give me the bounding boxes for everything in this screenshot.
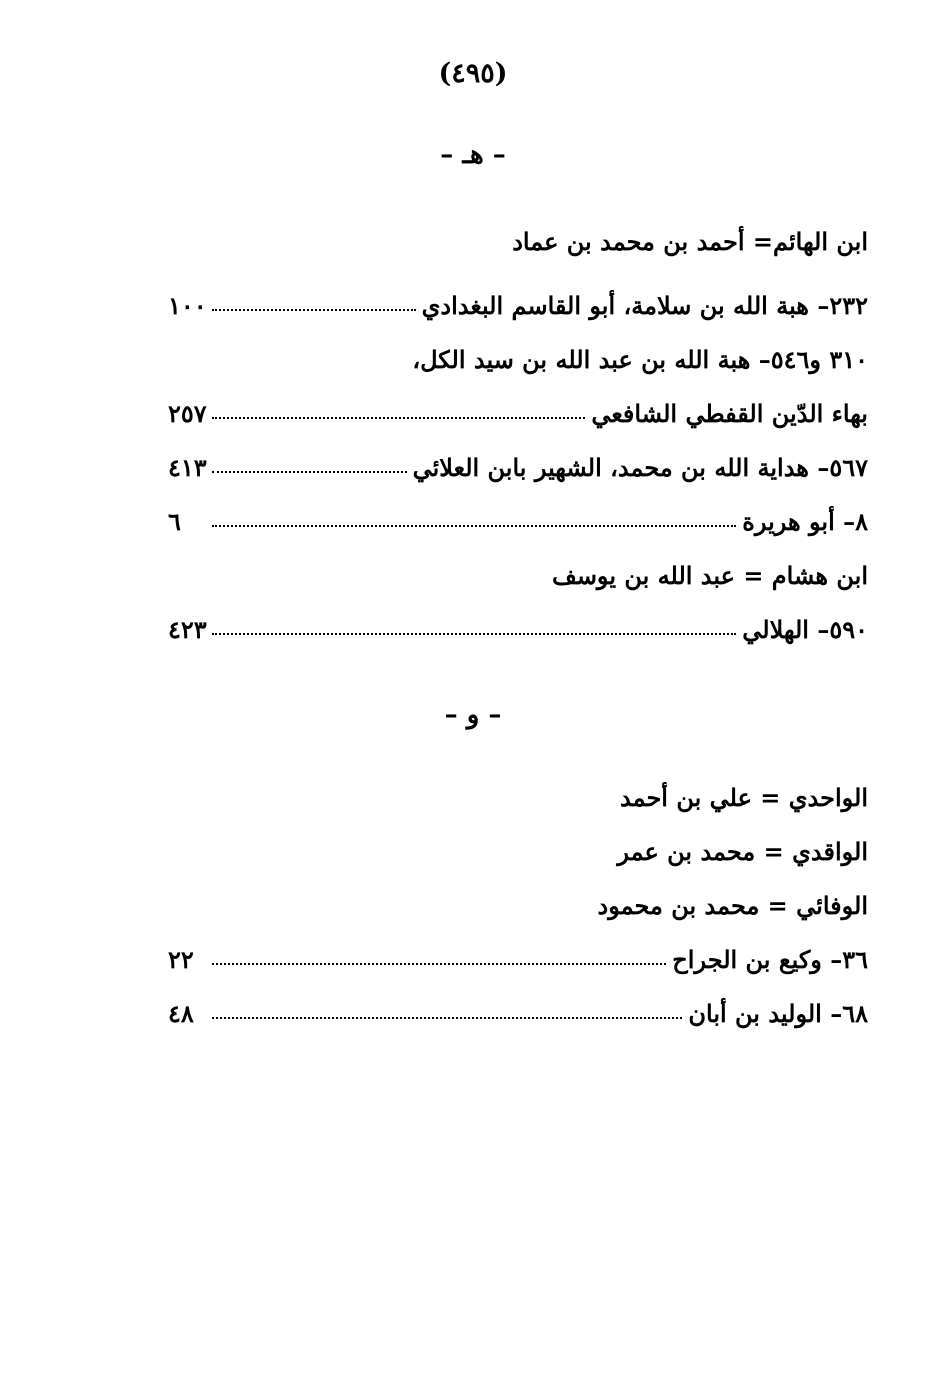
entry-text: ٨– أبو هريرة <box>742 507 868 536</box>
entry-text: ٥٩٠– الهلالي <box>742 615 868 644</box>
leader-dots <box>212 417 585 419</box>
index-entry <box>168 934 868 974</box>
leader-dots <box>212 1017 682 1019</box>
section-heading-ha: – هـ – <box>440 140 506 170</box>
entry-text: ٣٦– وكيع بن الجراح <box>672 945 868 974</box>
page-number: (٤٩٥) <box>438 58 508 89</box>
leader-dots <box>212 309 416 311</box>
section-heading-waw: – و – <box>444 700 502 730</box>
index-entry <box>108 772 868 812</box>
entry-page-number: ٤١٣ <box>168 453 207 482</box>
entry-page-number: ٤٢٣ <box>168 615 207 644</box>
index-entry <box>108 550 868 590</box>
entry-text: الواحدي = علي بن أحمد <box>620 783 868 812</box>
index-entry <box>168 604 868 644</box>
entry-text: الوفائي = محمد بن محمود <box>597 891 868 920</box>
leader-dots <box>212 471 407 473</box>
entry-text: ابن الهائم= أحمد بن محمد بن عماد <box>512 227 868 256</box>
entry-page-number: ٢٢ <box>168 945 194 974</box>
entry-page-number: ١٠٠ <box>168 291 207 320</box>
leader-dots <box>212 963 666 965</box>
entry-text: الواقدي = محمد بن عمر <box>617 837 868 866</box>
entry-text: ٥٦٧– هداية الله بن محمد، الشهير بابن العلائي <box>412 453 868 482</box>
leader-dots <box>212 525 736 527</box>
entry-text: بهاء الدّين القفطي الشافعي <box>591 399 868 428</box>
index-entry <box>108 826 868 866</box>
entry-text: ابن هشام = عبد الله بن يوسف <box>551 561 868 590</box>
index-entry <box>108 334 868 374</box>
entry-page-number: ٦ <box>168 507 181 536</box>
entry-page-number: ٢٥٧ <box>168 399 207 428</box>
index-entry <box>168 388 868 428</box>
index-entry <box>168 280 868 320</box>
index-entry <box>108 216 868 256</box>
entry-page-number: ٤٨ <box>168 999 194 1028</box>
entry-text: ٦٨– الوليد بن أبان <box>688 999 868 1028</box>
index-entry <box>108 880 868 920</box>
index-entry <box>168 988 868 1028</box>
entry-text: ٢٣٢– هبة الله بن سلامة، أبو القاسم البغدادي <box>421 291 868 320</box>
index-entry <box>168 496 868 536</box>
entry-text: ٣١٠ و٥٤٦– هبة الله بن عبد الله بن سيد الكل، <box>412 345 868 374</box>
index-entry <box>168 442 868 482</box>
leader-dots <box>212 633 736 635</box>
